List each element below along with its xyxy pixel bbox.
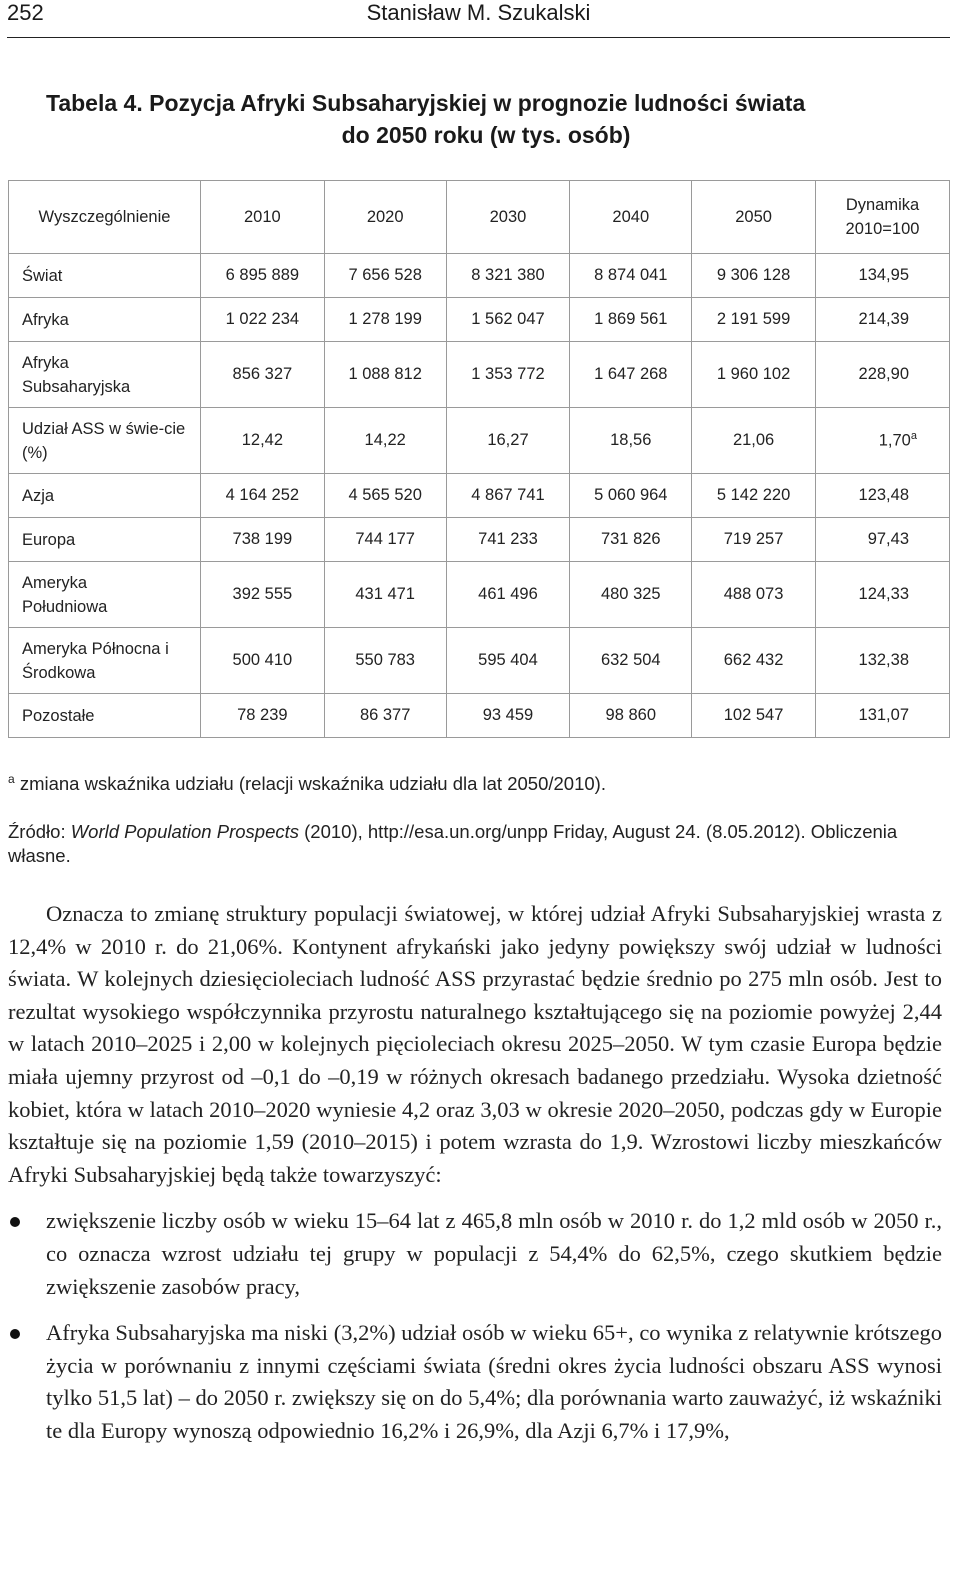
table-cell: 632 504 (570, 628, 692, 694)
dynamics-cell (815, 694, 949, 738)
dynamics-cell (815, 518, 949, 562)
table-cell: 86 377 (324, 694, 446, 738)
column-header: Dynamika 2010=100 (815, 181, 949, 254)
table-cell: 738 199 (200, 518, 324, 562)
header-rule (7, 37, 950, 38)
table-cell: 7 656 528 (324, 254, 446, 298)
row-label: Afryka Subsaharyjska (9, 342, 201, 408)
table-cell: 1 022 234 (200, 298, 324, 342)
dynamics-cell (815, 628, 949, 694)
body-text (8, 898, 942, 1462)
footnote-text: zmiana wskaźnika udziału (relacji wskaźnika udziału dla lat 2050/2010). (19, 773, 606, 795)
table-row (9, 562, 950, 628)
table-cell: 461 496 (446, 562, 570, 628)
row-label: Udział ASS w świe-cie (%) (9, 408, 201, 474)
table-cell: 1 869 561 (570, 298, 692, 342)
table-row (9, 474, 950, 518)
table-cell: 16,27 (446, 408, 570, 474)
dynamics-value: 132,38 (858, 651, 909, 669)
table-title-line-2: do 2050 roku (w tys. osób) (341, 122, 631, 148)
column-header: 2050 (692, 181, 816, 254)
table-cell: 662 432 (692, 628, 816, 694)
page-number: 252 (7, 0, 44, 25)
table-cell: 98 860 (570, 694, 692, 738)
table-cell: 500 410 (200, 628, 324, 694)
table-cell: 2 191 599 (692, 298, 816, 342)
table-cell: 488 073 (692, 562, 816, 628)
source-title: World Population Prospects (70, 821, 299, 842)
table-cell: 480 325 (570, 562, 692, 628)
dynamics-cell (815, 408, 949, 474)
bullet-icon (10, 1217, 20, 1227)
table-cell: 392 555 (200, 562, 324, 628)
row-label: Świat (9, 254, 201, 298)
running-head (7, 0, 950, 36)
table-cell: 21,06 (692, 408, 816, 474)
dynamics-value: 131,07 (858, 706, 909, 724)
table-row (9, 518, 950, 562)
table-cell: 1 647 268 (570, 342, 692, 408)
table-cell: 595 404 (446, 628, 570, 694)
row-label: Europa (9, 518, 201, 562)
list-item (8, 1205, 942, 1303)
dynamics-value: 97,43 (867, 530, 909, 548)
table-cell: 4 867 741 (446, 474, 570, 518)
dynamics-value: 228,90 (858, 365, 909, 383)
dynamics-value: 134,95 (858, 266, 909, 284)
list-item (8, 1317, 942, 1447)
footnote-marker: a (8, 772, 15, 786)
column-header: 2010 (200, 181, 324, 254)
table-cell: 93 459 (446, 694, 570, 738)
table-header-row (9, 181, 950, 254)
column-header: 2040 (570, 181, 692, 254)
dynamics-cell (815, 562, 949, 628)
dynamics-value: 124,33 (858, 585, 909, 603)
table-row (9, 342, 950, 408)
table-cell: 9 306 128 (692, 254, 816, 298)
row-label: Azja (9, 474, 201, 518)
dynamics-cell (815, 342, 949, 408)
table-cell: 431 471 (324, 562, 446, 628)
dynamics-value: 123,48 (858, 486, 909, 504)
table-cell: 719 257 (692, 518, 816, 562)
table-cell: 8 874 041 (570, 254, 692, 298)
table-cell: 550 783 (324, 628, 446, 694)
table-cell: 741 233 (446, 518, 570, 562)
list-item-text: zwiększenie liczby osób w wieku 15–64 lat z 465,8 mln osób w 2010 r. do 1,2 mld osób w 2050 r., co oznacza wzrost udziału tej grupy w populacji z 54,4% do 62,5%, czego skutkiem będzie zwiększenie zasobów pracy, (46, 1208, 942, 1299)
table-cell: 856 327 (200, 342, 324, 408)
list-item-text: Afryka Subsaharyjska ma niski (3,2%) udział osób w wieku 65+, co wynika z relatywnie krótszego życia w porównaniu z innymi częściami świata (średni okres życia ludności obszaru ASS wynosi tylko 51,5 lat) – do 2050 r. zwiększy się on do 5,4%; dla porównania warto zauważyć, iż wskaźniki te dla Europy wynoszą odpowiednio 16,2% i 26,9%, dla Azji 6,7% i 17,9%, (46, 1320, 942, 1443)
table-cell: 1 562 047 (446, 298, 570, 342)
row-label: Afryka (9, 298, 201, 342)
table-cell: 744 177 (324, 518, 446, 562)
table-cell: 1 960 102 (692, 342, 816, 408)
table-cell: 5 142 220 (692, 474, 816, 518)
table-cell: 4 164 252 (200, 474, 324, 518)
bullet-icon (10, 1329, 20, 1339)
table-row (9, 408, 950, 474)
table-cell: 1 353 772 (446, 342, 570, 408)
table-source (8, 820, 948, 868)
table-cell: 6 895 889 (200, 254, 324, 298)
dynamics-cell (815, 298, 949, 342)
dynamics-cell (815, 474, 949, 518)
table-row (9, 628, 950, 694)
table-cell: 5 060 964 (570, 474, 692, 518)
dynamics-cell (815, 254, 949, 298)
column-header: 2020 (324, 181, 446, 254)
footnote-marker: a (910, 430, 917, 443)
table-cell: 4 565 520 (324, 474, 446, 518)
author-name: Stanisław M. Szukalski (366, 0, 591, 25)
dynamics-value: 1,70 (878, 431, 911, 450)
table-row (9, 694, 950, 738)
row-label: Ameryka Południowa (9, 562, 201, 628)
table-cell: 14,22 (324, 408, 446, 474)
population-table (8, 180, 950, 738)
table-cell: 731 826 (570, 518, 692, 562)
source-details: (2010), http://esa.un.org/unpp Friday, August 24. (8.05.2012). Obliczenia własne. (8, 821, 898, 866)
table-cell: 1 088 812 (324, 342, 446, 408)
body-paragraph: Oznacza to zmianę struktury populacji światowej, w której udział Afryki Subsaharyjskiej wrasta z 12,4% w 2010 r. do 21,06%. Kontynent afrykański jako jedyny powiększy swój udział w ludności świata. W kolejnych dziesięcioleciach ludność ASS przyrastać będzie średnio po 275 mln osób. Jest to rezultat wysokiego współczynnika przyrostu naturalnego kształtującego się na poziomie powyżej 2,44 w latach 2010–2025 i 2,00 w kolejnych pięcioleciach okresu 2025–2050. W tym czasie Europa będzie miała ujemny przyrost od –0,1 do –0,19 w różnych okresach badanego przedziału. Wysoka dzietność kobiet, która w latach 2010–2020 wyniesie 4,2 oraz 3,03 w okresie 2020–2050, podczas gdy w Europie kształtuje się na poziomie 1,59 (2010–2015) i potem wzrasta do 1,9. Wzrostowi liczby mieszkańców Afryki Subsaharyjskiej będą także towarzyszyć: (8, 901, 942, 1187)
table-cell: 8 321 380 (446, 254, 570, 298)
dynamics-value: 214,39 (858, 310, 909, 328)
bullet-list (8, 1205, 942, 1447)
table-row (9, 298, 950, 342)
table-cell: 102 547 (692, 694, 816, 738)
table-row (9, 254, 950, 298)
table-cell: 18,56 (570, 408, 692, 474)
column-header: Wyszczególnienie (9, 181, 201, 254)
row-label: Pozostałe (9, 694, 201, 738)
row-label: Ameryka Północna i Środkowa (9, 628, 201, 694)
source-label: Źródło: (8, 821, 71, 842)
table-cell: 78 239 (200, 694, 324, 738)
table-cell: 12,42 (200, 408, 324, 474)
table-title-line-1: Tabela 4. Pozycja Afryki Subsaharyjskiej w prognozie ludności świata (46, 90, 806, 116)
table-title (46, 87, 926, 151)
column-header: 2030 (446, 181, 570, 254)
table-cell: 1 278 199 (324, 298, 446, 342)
table-footnote (8, 767, 948, 796)
